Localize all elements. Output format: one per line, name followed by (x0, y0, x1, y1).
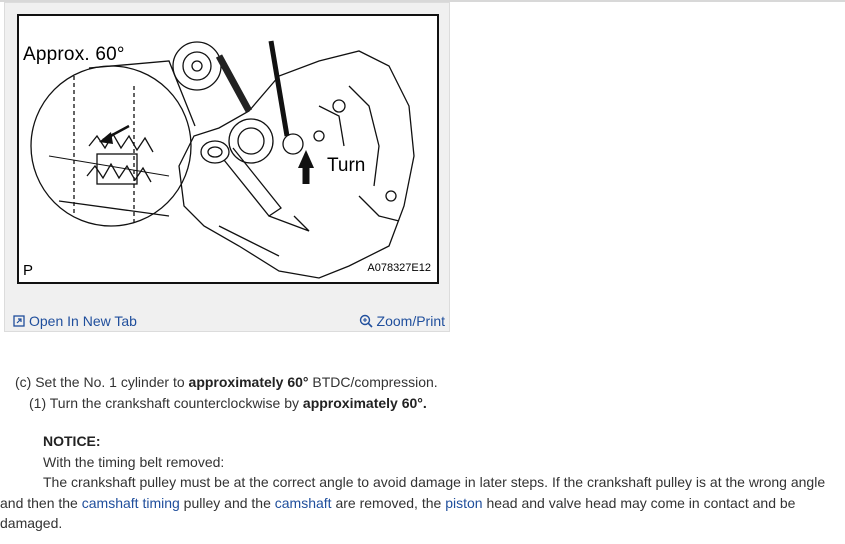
notice-line1: With the timing belt removed: (43, 453, 225, 470)
turn-callout: Turn (327, 155, 366, 176)
step-1: (1) Turn the crankshaft counterclockwise by approximately 60°. (29, 394, 427, 411)
notice-paragraph-2: and then the camshaft timing pulley and the camshaft are removed, the piston head and valve head may come in contact and be (0, 494, 796, 511)
notice-paragraph-3: damaged. (0, 515, 63, 531)
figure-panel (4, 2, 450, 332)
open-in-new-tab-label: Open In New Tab (29, 313, 137, 329)
camshaft-link[interactable]: camshaft (274, 494, 332, 511)
step-c: (c) Set the No. 1 cylinder to approximately 60° BTDC/compression. (15, 374, 438, 390)
notice-heading: NOTICE: (43, 433, 101, 449)
approx-angle-callout: Approx. 60° (23, 44, 125, 65)
step-1-angle: approximately 60°. (302, 394, 427, 411)
procedure-text (0, 372, 845, 534)
zoom-print-label: Zoom/Print (376, 313, 445, 329)
piston-link[interactable]: piston (445, 494, 483, 511)
open-new-tab-icon (13, 315, 25, 327)
open-in-new-tab-link[interactable] (13, 313, 137, 329)
camshaft-timing-link[interactable]: camshaft timing (81, 494, 180, 511)
engine-timing-diagram (17, 14, 439, 284)
figure-toolbar (5, 307, 449, 331)
figure-corner-label: P (23, 262, 34, 279)
step-c-angle: approximately 60° (188, 374, 309, 390)
zoom-icon (359, 314, 373, 328)
figure-id: A078327E12 (367, 262, 431, 274)
zoom-print-link[interactable] (359, 313, 445, 329)
notice-paragraph-1: The crankshaft pulley must be at the correct angle to avoid damage in later steps. If the crankshaft pulley is at the wrong angle (43, 474, 826, 490)
